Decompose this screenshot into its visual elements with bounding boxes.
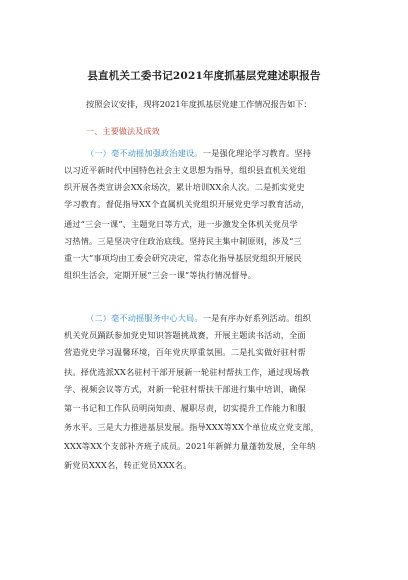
paragraph-2-heading: （二）毫不动摇服务中心大局。 [86, 313, 203, 323]
paragraph-2-line: 扶。择优选派XX名驻村干部开展新一轮驻村帮扶工作，通过现场教 [64, 367, 310, 377]
paragraph-1-line: 织开展各类宣讲会XX余场次，累计培训XX余人次。二是抓实党史 [64, 182, 305, 192]
paragraph-1-heading: （一）毫不动摇加强政治建设。 [86, 148, 203, 158]
paragraph-2-line: 第一书记和工作队员明岗知责、履职尽责，切实提升工作能力和服 [64, 403, 306, 413]
paragraph-2-line: 新党员XXX名，转正党员XXX名。 [64, 460, 192, 470]
paragraph-1-line: 习热情。三是坚决守住政治底线。坚持民主集中制原则，涉及“三 [64, 236, 302, 246]
paragraph-1-text: 一是强化理论学习教育。坚持 [202, 148, 312, 158]
paragraph-1-line: 重一大”事项均由工委会研究决定，常态化指导基层党组织开展民 [64, 253, 302, 263]
paragraph-2-line: 学、视频会议等方式，对新一轮驻村帮扶干部进行集中培训，确保 [64, 384, 306, 394]
paragraph-1-line: 学习教育。督促指导XX个直属机关党组织开展党史学习教育活动， [64, 199, 310, 209]
paragraph-2-line: 机关党员踊跃参加党史知识答题挑战赛，开展主题读书活动，全面 [64, 330, 306, 340]
paragraph-1-line [86, 147, 311, 159]
paragraph-1-line: 组织生活会，定期开展“三会一课”等执行情况督导。 [64, 270, 257, 280]
paragraph-2-line [86, 312, 311, 324]
paragraph-1-line: 以习近平新时代中国特色社会主义思想为指导，组织县直机关党组 [64, 165, 306, 175]
paragraph-2-line: XXX等XX个支部补齐班子成员。2021年新鲜力量蓬勃发展，全年纳 [64, 441, 316, 451]
paragraph-1-line: 通过“三会一课”、主题党日等方式，进一步激发全体机关党员学 [64, 219, 298, 229]
paragraph-2-text: 一是有序办好系列活动。组织 [202, 313, 312, 323]
document-title: 县直机关工委书记2021年度抓基层党建述职报告 [87, 70, 321, 82]
intro-paragraph: 按照会议安排，现将2021年度抓基层党建工作情况报告如下： [86, 99, 312, 109]
paragraph-2-line: 营造党史学习温馨环境，百年党庆厚重氛围。二是扎实做好驻村帮 [64, 347, 306, 357]
section-heading: 一、主要做法及成效 [86, 126, 160, 136]
paragraph-2-line: 务水平。三是大力推进基层发展。指导XXX等XX个单位成立党支部， [64, 422, 320, 432]
